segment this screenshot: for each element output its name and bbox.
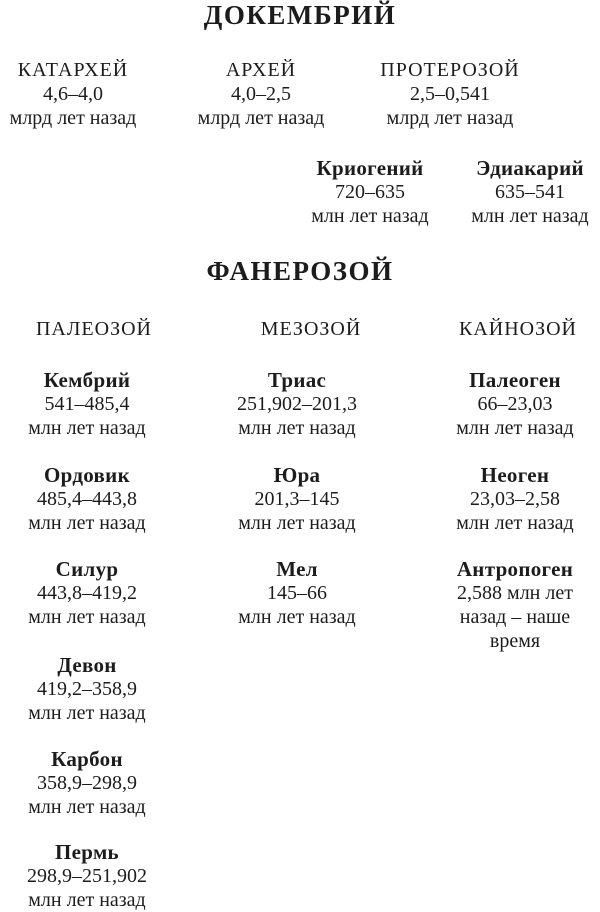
period-unit: млн лет назад <box>456 512 574 534</box>
period-range: 419,2–358,9 <box>36 678 137 700</box>
period-range: 443,8–419,2 <box>36 582 137 604</box>
era-header-paleozoic <box>36 317 152 341</box>
period-unit: млн лет назад <box>471 205 589 227</box>
period-name: Неоген <box>480 463 550 487</box>
period-block-permian <box>27 840 147 912</box>
period-block-anthropogene <box>440 557 590 653</box>
era-block-proterozoic <box>380 58 519 130</box>
section-title-precambrian: ДОКЕМБРИЙ <box>203 0 397 30</box>
period-unit: млн лет назад <box>28 702 146 724</box>
period-range: 720–635 <box>334 181 405 203</box>
period-name: Триас <box>267 368 327 392</box>
period-range: 251,902–201,3 <box>237 393 357 415</box>
era-unit: млрд лет назад <box>386 107 514 129</box>
period-unit: млн лет назад <box>28 889 146 911</box>
section-title-phanerozoic: ФАНЕРОЗОЙ <box>206 256 394 286</box>
period-unit: млн лет назад <box>238 417 356 439</box>
period-range: 2,588 млн лет назад – наше время <box>457 582 573 652</box>
period-range: 201,3–145 <box>254 488 340 510</box>
period-name: Силур <box>55 557 119 581</box>
period-block-cambrian <box>28 368 145 440</box>
era-block-archean <box>198 58 325 130</box>
era-name: ПРОТЕРОЗОЙ <box>380 59 520 81</box>
period-unit: млн лет назад <box>28 512 146 534</box>
period-block-silurian <box>28 557 145 629</box>
era-name: АРХЕЙ <box>225 59 297 81</box>
period-block-triassic <box>237 368 357 440</box>
period-unit: млн лет назад <box>28 417 146 439</box>
period-range: 23,03–2,58 <box>469 488 560 510</box>
period-unit: млн лет назад <box>311 205 429 227</box>
period-name: Пермь <box>55 840 119 864</box>
period-name: Мел <box>276 557 318 581</box>
period-name: Палеоген <box>469 368 561 392</box>
period-unit: млн лет назад <box>238 512 356 534</box>
era-header-cenozoic <box>459 317 577 341</box>
era-name: ПАЛЕОЗОЙ <box>35 318 153 340</box>
era-name: КАЙНОЗОЙ <box>458 318 578 340</box>
era-name: МЕЗОЗОЙ <box>260 318 362 340</box>
period-range: 541–485,4 <box>44 393 130 415</box>
period-block-jurassic <box>238 463 355 535</box>
era-unit: млрд лет назад <box>9 107 137 129</box>
era-range: 2,5–0,541 <box>410 83 490 105</box>
period-block-ediacaran <box>471 156 588 228</box>
period-name: Карбон <box>51 747 123 771</box>
era-range: 4,0–2,5 <box>231 83 291 105</box>
period-unit: млн лет назад <box>28 796 146 818</box>
period-block-cryogenian <box>311 156 428 228</box>
period-name: Девон <box>57 653 117 677</box>
period-name: Ордовик <box>44 463 130 487</box>
period-range: 635–541 <box>494 181 565 203</box>
era-name: КАТАРХЕЙ <box>17 59 129 81</box>
era-header-mesozoic <box>261 317 362 341</box>
period-range: 485,4–443,8 <box>36 488 137 510</box>
era-unit: млрд лет назад <box>197 107 325 129</box>
era-block-hadean <box>10 58 137 130</box>
period-name: Юра <box>273 463 321 487</box>
period-unit: млн лет назад <box>28 606 146 628</box>
period-block-neogene <box>456 463 573 535</box>
period-range: 358,9–298,9 <box>36 772 137 794</box>
period-unit: млн лет назад <box>238 606 356 628</box>
period-name: Антропоген <box>456 557 574 581</box>
era-range: 4,6–4,0 <box>43 83 103 105</box>
period-block-ordovician <box>28 463 145 535</box>
period-range: 66–23,03 <box>477 393 553 415</box>
period-block-carboniferous <box>28 747 145 819</box>
period-name: Криогений <box>316 156 424 180</box>
period-name: Эдиакарий <box>476 156 584 180</box>
period-block-cretaceous <box>238 557 355 629</box>
period-unit: млн лет назад <box>456 417 574 439</box>
period-range: 298,9–251,902 <box>27 865 147 887</box>
period-block-devonian <box>28 653 145 725</box>
period-block-paleogene <box>456 368 573 440</box>
period-range: 145–66 <box>266 582 327 604</box>
period-name: Кембрий <box>43 368 131 392</box>
